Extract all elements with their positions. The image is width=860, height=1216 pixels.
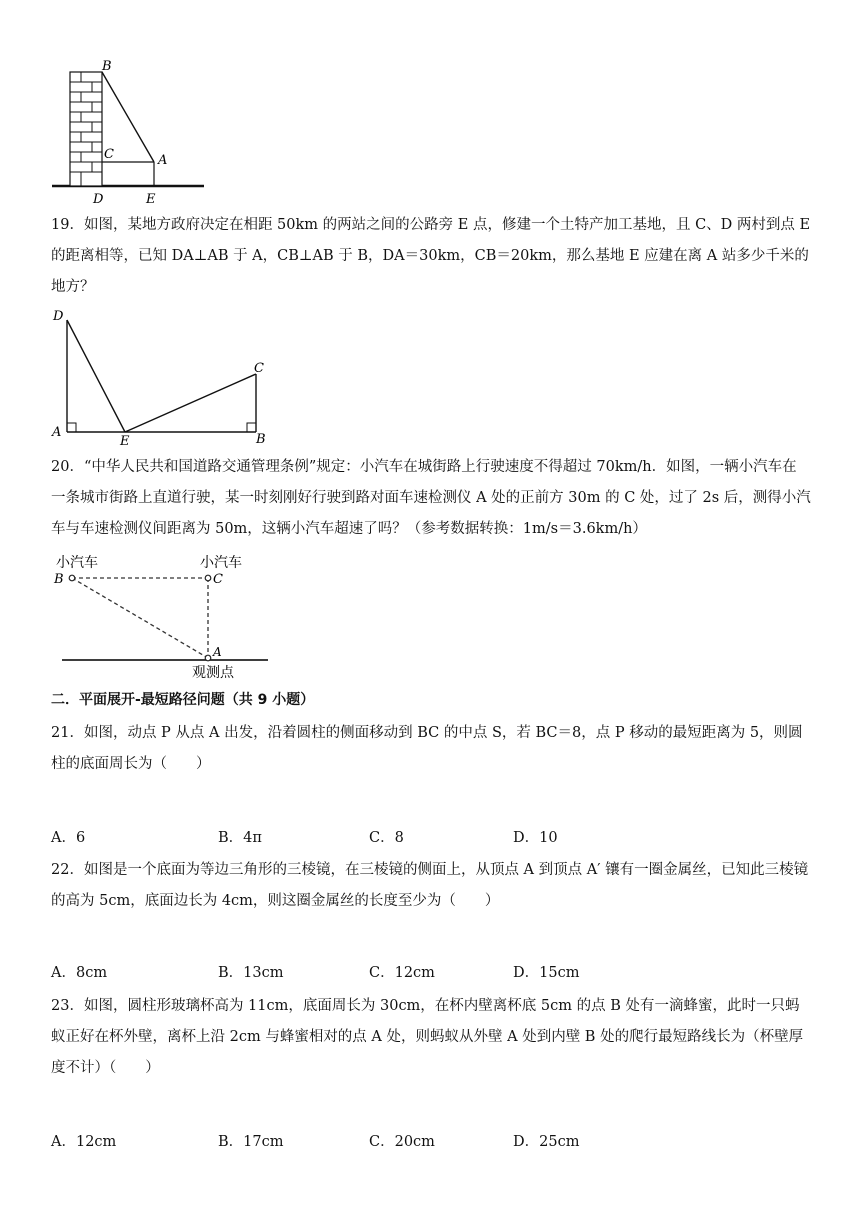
label-B: B [256, 432, 266, 446]
question-20: 20．“中华人民共和国道路交通管理条例”规定：小汽车在城街路上行驶速度不得超过 70km/h．如图，一辆小汽车在一条城市街路上直道行驶，某一时刻刚好行驶到路对面车速检测仪 A 处的正前方 30m 的 C 处，过了 2s 后，测得小汽车与车速检测仪间距离为 50m，这辆小汽车超速了吗？（参考数据转换：1m/s＝3.6km/h） [51, 459, 811, 537]
options-23 [51, 1130, 811, 1154]
option-b[interactable]: B．13cm [218, 965, 284, 981]
option-c[interactable]: C．20cm [369, 1134, 435, 1150]
option-b[interactable]: B．4π [218, 830, 262, 846]
label-A: A [52, 425, 62, 440]
options-21 [51, 826, 811, 850]
option-c[interactable]: C．8 [369, 830, 404, 846]
option-d[interactable]: D．25cm [513, 1134, 580, 1150]
label-D: D [53, 309, 64, 324]
label-B: B [54, 572, 64, 587]
option-c[interactable]: C．12cm [369, 965, 435, 981]
label-E: E [120, 434, 130, 446]
figure-speed-check [50, 552, 280, 682]
figure-building-ladder [48, 58, 208, 208]
label-C: C [254, 361, 264, 376]
options-22 [51, 961, 811, 985]
label-C: C [104, 147, 114, 162]
option-d[interactable]: D．15cm [513, 965, 580, 981]
label-A: A [213, 645, 222, 659]
question-19: 19．如图，某地方政府决定在相距 50km 的两站之间的公路旁 E 点，修建一个土特产加工基地，且 C、D 两村到点 E 的距离相等，已知 DA⊥AB 于 A，CB⊥AB 于 B，DA＝30km，CB＝20km，那么基地 E 应建在离 A 站多少千米的地方？ [51, 217, 811, 295]
option-d[interactable]: D．10 [513, 830, 558, 846]
label-C: C [213, 572, 223, 587]
option-a[interactable]: A．8cm [51, 965, 108, 981]
label-D: D [93, 192, 104, 207]
question-23: 23．如图，圆柱形玻璃杯高为 11cm，底面周长为 30cm，在杯内壁离杯底 5cm 的点 B 处有一滴蜂蜜，此时一只蚂蚁正好在杯外壁，离杯上沿 2cm 与蜂蜜相对的点 A 处，则蚂蚁从外壁 A 处到内壁 B 处的爬行最短路线长为（杯壁厚度不计）（ ） [51, 998, 804, 1076]
question-21: 21．如图，动点 P 从点 A 出发，沿着圆柱的侧面移动到 BC 的中点 S，若 BC＝8，点 P 移动的最短距离为 5，则圆柱的底面周长为（ ） [51, 725, 803, 772]
option-b[interactable]: B．17cm [218, 1134, 284, 1150]
figure-stations-villages [50, 306, 280, 446]
label-A: A [158, 153, 168, 168]
label-car-right: 小汽车 [200, 555, 242, 571]
label-car-left: 小汽车 [56, 555, 98, 571]
label-B: B [102, 59, 112, 74]
label-observe-point: 观测点 [192, 665, 234, 681]
option-a[interactable]: A．12cm [51, 1134, 117, 1150]
label-E: E [146, 192, 156, 207]
section-title: 二．平面展开-最短路径问题（共 9 小题） [51, 692, 315, 708]
option-a[interactable]: A．6 [51, 830, 86, 846]
question-22: 22．如图是一个底面为等边三角形的三棱镜，在三棱镜的侧面上，从顶点 A 到顶点 A′ 镶有一圈金属丝，已知此三棱镜的高为 5cm，底面边长为 4cm，则这圈金属丝的长度至少为（ ） [51, 862, 809, 909]
